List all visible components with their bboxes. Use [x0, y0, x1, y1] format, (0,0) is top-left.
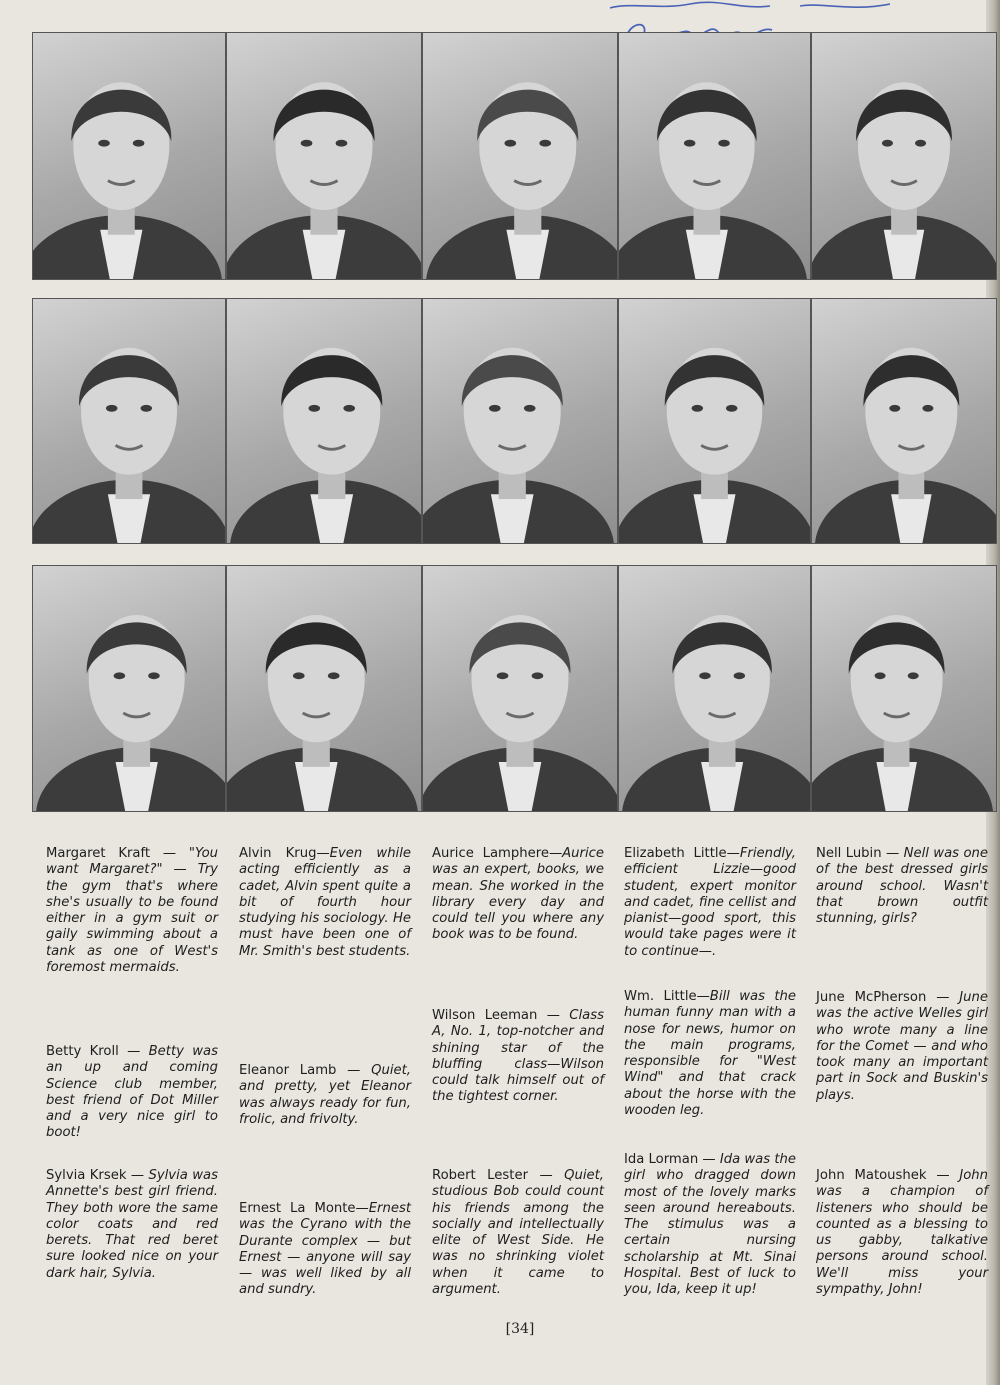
- student-bio: [816, 1168, 988, 1298]
- student-bio: [624, 846, 796, 960]
- bio-text: — June was the active Welles girl who wrote many a line for the Comet — and who took many an important part in Sock and Buskin's plays.: [816, 990, 988, 1103]
- portrait-photo: [811, 298, 997, 544]
- bio-text: — Betty was an up and coming Science club member, best friend of Dot Miller and a very nice girl to boot!: [46, 1044, 218, 1141]
- student-bio: [816, 846, 988, 927]
- student-bio: [432, 1008, 604, 1106]
- portrait-photo: [618, 298, 811, 544]
- bio-text: — Quiet, studious Bob could count his friends among the socially and intellectually elite of West Side. He was no shrinking violet when it came to argument.: [432, 1168, 605, 1298]
- portrait-photo: [32, 32, 226, 280]
- student-bio: [624, 989, 796, 1119]
- portrait-photo: [32, 565, 226, 812]
- bio-text: — John was a champion of listeners who should be counted as a blessing to us gabby, talkative persons around school. We'll miss your sympathy, John!: [816, 1168, 989, 1298]
- student-name: Eleanor Lamb: [239, 1063, 337, 1078]
- student-name: Wm. Little: [624, 989, 697, 1004]
- portrait-photo: [811, 32, 997, 280]
- student-bio: [239, 1063, 411, 1128]
- student-name: John Matoushek: [816, 1168, 927, 1183]
- portrait-photo: [811, 565, 997, 812]
- portrait-photo: [422, 565, 618, 812]
- student-name: Margaret Kraft: [46, 846, 151, 861]
- student-name: Robert Lester: [432, 1168, 528, 1183]
- bio-text: —Aurice was an expert, books, we mean. She worked in the library every day and could tell you where any book was to be found.: [432, 846, 604, 943]
- student-bio: [432, 1168, 604, 1298]
- bio-text: —Friendly, efficient Lizzie—good student, expert monitor and cadet, fine cellist and pianist—good sport, this would take pages were it to continue—.: [624, 846, 796, 959]
- portrait-photo: [618, 565, 811, 812]
- student-bio: [46, 846, 218, 976]
- student-bio: [239, 846, 411, 960]
- student-name: Aurice Lamphere: [432, 846, 549, 861]
- portrait-photo: [226, 298, 422, 544]
- student-name: Wilson Leeman: [432, 1008, 538, 1023]
- student-name: Nell Lubin: [816, 846, 882, 861]
- bio-text: — Ida was the girl who dragged down most of the lovely marks seen around hereabouts. The stimulus was a certain nursing scholarship at Mt. Sinai Hospital. Best of luck to you, Ida, keep it up!: [624, 1152, 796, 1298]
- portrait-photo: [226, 565, 422, 812]
- portrait-photo: [422, 32, 618, 280]
- bio-text: —Bill was the human funny man with a nose for news, humor on the main programs, responsible for "West Wind" and that crack about the horse with the wooden leg.: [624, 989, 796, 1119]
- portrait-grid: [32, 32, 995, 812]
- portrait-photo: [226, 32, 422, 280]
- student-bio: [46, 1044, 218, 1142]
- student-bio: [239, 1201, 411, 1299]
- bio-text: — Class A, No. 1, top-notcher and shining star of the bluffing class—Wilson could talk himself out of the tightest corner.: [432, 1008, 604, 1105]
- portrait-photo: [618, 32, 811, 280]
- student-name: Elizabeth Little: [624, 846, 727, 861]
- bio-text: — Quiet, and pretty, yet Eleanor was always ready for fun, frolic, and frivolty.: [239, 1063, 411, 1127]
- student-bio: [624, 1152, 796, 1299]
- student-name: Sylvia Krsek: [46, 1168, 127, 1183]
- student-name: Ernest La Monte: [239, 1201, 356, 1216]
- student-bio: [46, 1168, 218, 1282]
- bio-text: — Nell was one of the best dressed girls around school. Wasn't that brown outfit stunning, girls?: [816, 846, 988, 927]
- page-number: [34]: [505, 1321, 535, 1337]
- bio-text: —Ernest was the Cyrano with the Durante complex — but Ernest — anyone will say — was well liked by all and sundry.: [239, 1201, 411, 1298]
- portrait-photo: [422, 298, 618, 544]
- student-bio: [432, 846, 604, 944]
- bio-text: —Even while acting efficiently as a cadet, Alvin spent quite a bit of fourth hour studying his sociology. He must have been one of Mr. Smith's best students.: [239, 846, 411, 959]
- student-name: Betty Kroll: [46, 1044, 119, 1059]
- student-bio: [816, 990, 988, 1104]
- portrait-photo: [32, 298, 226, 544]
- bio-text: — "You want Margaret?" — Try the gym that's where she's usually to be found either in a gym suit or gaily swimming about a tank as one of West's foremost mermaids.: [46, 846, 218, 976]
- student-name: Alvin Krug: [239, 846, 317, 861]
- student-name: June McPherson: [816, 990, 927, 1005]
- bio-text: — Sylvia was Annette's best girl friend. They both wore the same color coats and red berets. That red beret sure looked nice on your dark hair, Sylvia.: [46, 1168, 218, 1281]
- student-name: Ida Lorman: [624, 1152, 699, 1167]
